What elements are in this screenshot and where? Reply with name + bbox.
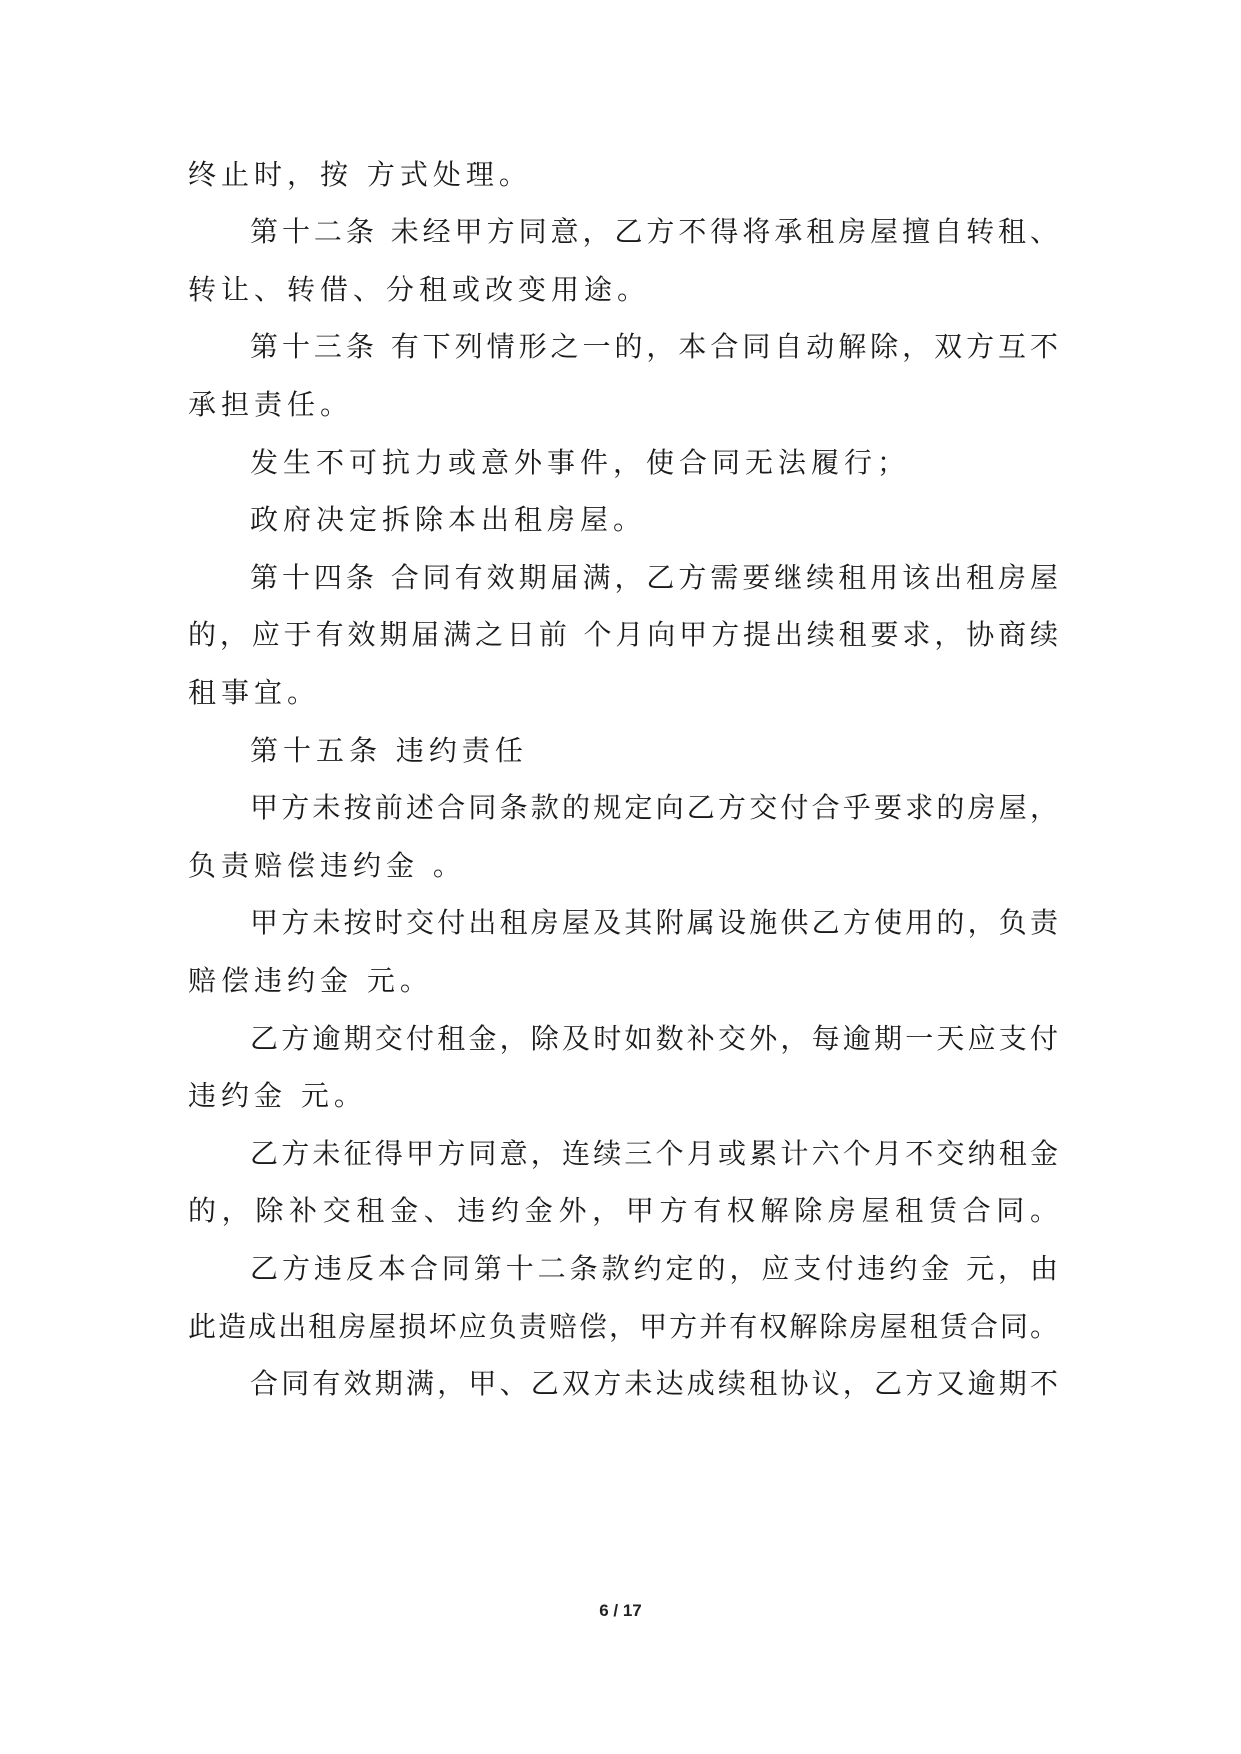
- text-line: 赔偿违约金 元。: [188, 964, 433, 997]
- text-line: 终止时，按 方式处理。: [188, 158, 532, 191]
- text-line: 承担责任。: [188, 388, 354, 421]
- text-line: 合同有效期满，甲、乙双方未达成续租协议，乙方又逾期不: [250, 1367, 1058, 1400]
- text-line: 乙方逾期交付租金，除及时如数补交外，每逾期一天应支付: [250, 1022, 1058, 1055]
- text-line: 第十四条 合同有效期届满，乙方需要继续租用该出租房屋: [250, 561, 1058, 594]
- text-line: 甲方未按时交付出租房屋及其附属设施供乙方使用的，负责: [250, 906, 1058, 939]
- text-line: 甲方未按前述合同条款的规定向乙方交付合乎要求的房屋，: [250, 791, 1058, 824]
- text-line: 第十五条 违约责任: [250, 734, 528, 767]
- text-line: 发生不可抗力或意外事件，使合同无法履行；: [250, 446, 911, 479]
- text-line: 的，除补交租金、违约金外，甲方有权解除房屋租赁合同。: [188, 1194, 1058, 1227]
- page-number: 6 / 17: [599, 1601, 642, 1620]
- text-line: 违约金 元。: [188, 1079, 367, 1112]
- text-line: 转让、转借、分租或改变用途。: [188, 273, 651, 306]
- text-line: 的，应于有效期届满之日前 个月向甲方提出续租要求，协商续: [188, 618, 1058, 651]
- text-line: 政府决定拆除本出租房屋。: [250, 503, 647, 536]
- text-line: 租事宜。: [188, 676, 321, 709]
- text-line: 第十三条 有下列情形之一的，本合同自动解除，双方互不: [250, 330, 1058, 363]
- text-line: 第十二条 未经甲方同意，乙方不得将承租房屋擅自转租、: [250, 215, 1058, 248]
- text-line: 负责赔偿违约金 。: [188, 849, 466, 882]
- text-line: 乙方违反本合同第十二条款约定的，应支付违约金 元，由: [250, 1252, 1058, 1285]
- text-line: 此造成出租房屋损坏应负责赔偿，甲方并有权解除房屋租赁合同。: [188, 1310, 1058, 1343]
- text-line: 乙方未征得甲方同意，连续三个月或累计六个月不交纳租金: [250, 1137, 1058, 1170]
